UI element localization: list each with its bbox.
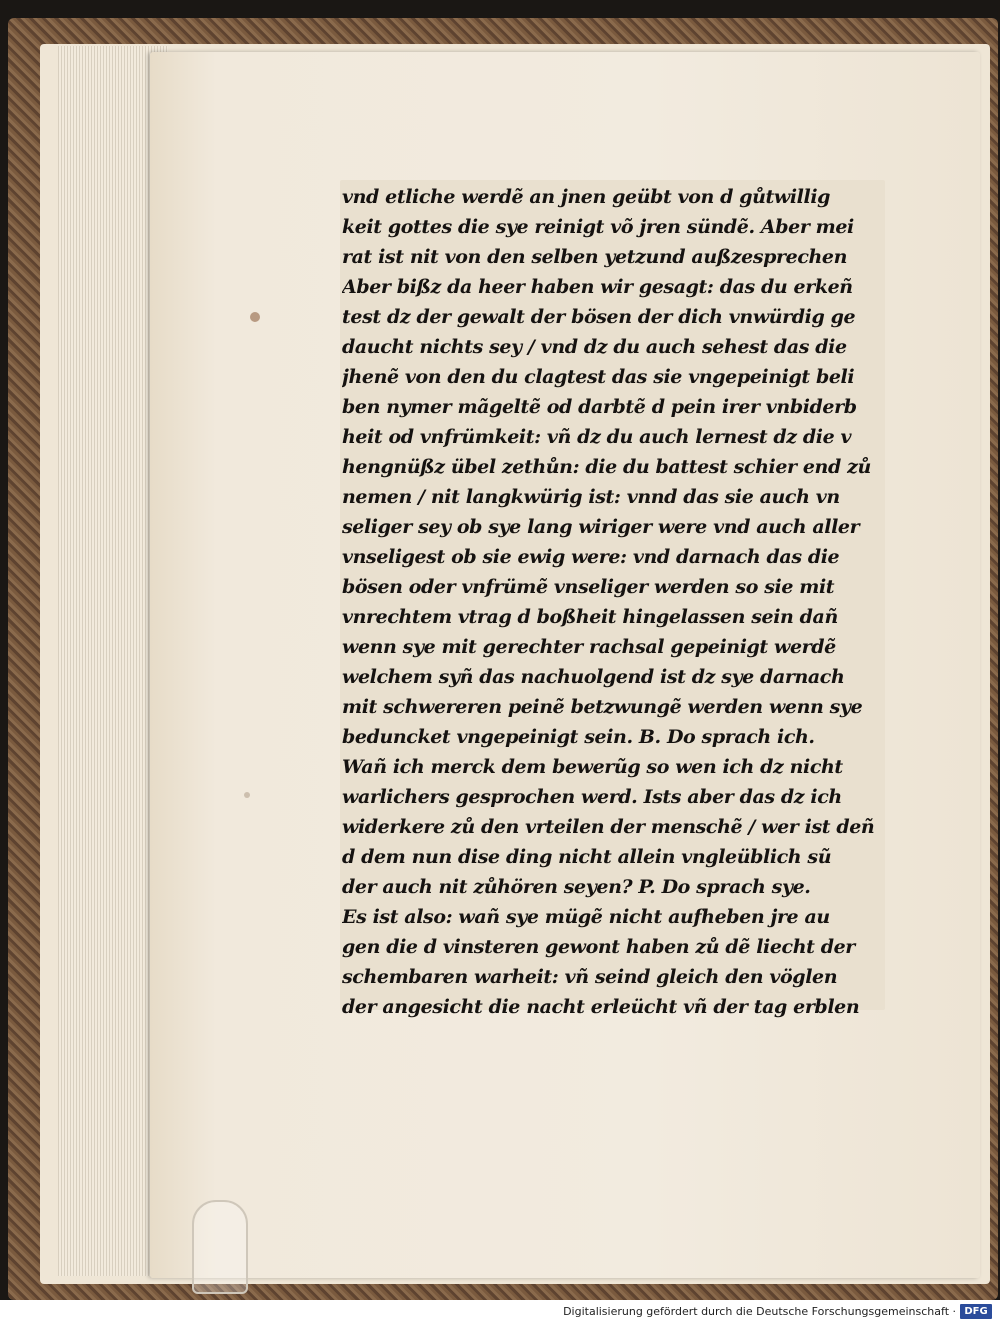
dfg-logo: DFG <box>960 1304 992 1319</box>
text-line: widerkere zů den vrteilen der menschẽ / wer ist deñ <box>342 816 875 838</box>
text-line: Wañ ich merck dem bewerũg so wen ich dz nicht <box>342 756 843 778</box>
text-line: jhenẽ von den du clagtest das sie vngepeinigt beli <box>342 366 855 388</box>
text-line: ben nymer mãgeltẽ od darbtẽ d pein irer vnbiderb <box>342 396 857 418</box>
footer-bar <box>0 1300 1000 1324</box>
text-line: seliger sey ob sye lang wiriger were vnd auch aller <box>342 516 860 538</box>
text-line: vnrechtem vtrag d boßheit hingelassen sein dañ <box>342 606 838 628</box>
text-line: heit od vnfrümkeit: vñ dz du auch lernest dz die v <box>342 426 852 448</box>
text-line: test dz der gewalt der bösen der dich vnwürdig ge <box>342 306 856 328</box>
text-line: d dem nun dise ding nicht allein vngleüblich sũ <box>342 846 832 868</box>
text-line: nemen / nit langkwürig ist: vnnd das sie auch vn <box>342 486 840 508</box>
text-line: der auch nit zůhören seyen? P. Do sprach sye. <box>342 876 811 898</box>
text-line: der angesicht die nacht erleücht vñ der tag erblen <box>342 996 860 1018</box>
text-line: hengnüßz übel zethůn: die du battest schier end zů <box>342 456 871 478</box>
text-line: keit gottes die sye reinigt võ jren sündẽ. Aber mei <box>342 216 854 238</box>
text-line: mit schwereren peinẽ betzwungẽ werden wenn sye <box>342 696 863 718</box>
text-line: daucht nichts sey / vnd dz du auch sehest das die <box>342 336 847 358</box>
text-line: gen die d vinsteren gewont haben zů dẽ liecht der <box>342 936 855 958</box>
paper-hole <box>250 312 260 322</box>
text-line: rat ist nit von den selben yetzund außzesprechen <box>342 246 848 268</box>
text-line: vnd etliche werdẽ an jnen geübt von d gůtwillig <box>342 186 831 208</box>
text-line: warlichers gesprochen werd. Ists aber das dz ich <box>342 786 842 808</box>
page-clip <box>192 1200 248 1294</box>
text-line: wenn sye mit gerechter rachsal gepeinigt werdẽ <box>342 636 836 658</box>
text-line: bösen oder vnfrümẽ vnseliger werden so sie mit <box>342 576 835 598</box>
text-line: Aber bißz da heer haben wir gesagt: das du erkeñ <box>342 276 853 298</box>
text-line: beduncket vngepeinigt sein. B. Do sprach ich. <box>342 726 815 748</box>
text-line: Es ist also: wañ sye mügẽ nicht aufheben jre au <box>342 906 830 928</box>
text-line: welchem syñ das nachuolgend ist dz sye darnach <box>342 666 845 688</box>
text-line: vnseligest ob sie ewig were: vnd darnach das die <box>342 546 840 568</box>
paper-spot <box>244 792 250 798</box>
text-line: schembaren warheit: vñ seind gleich den vöglen <box>342 966 838 988</box>
footer-credit: Digitalisierung gefördert durch die Deutsche Forschungsgemeinschaft · <box>563 1305 956 1318</box>
